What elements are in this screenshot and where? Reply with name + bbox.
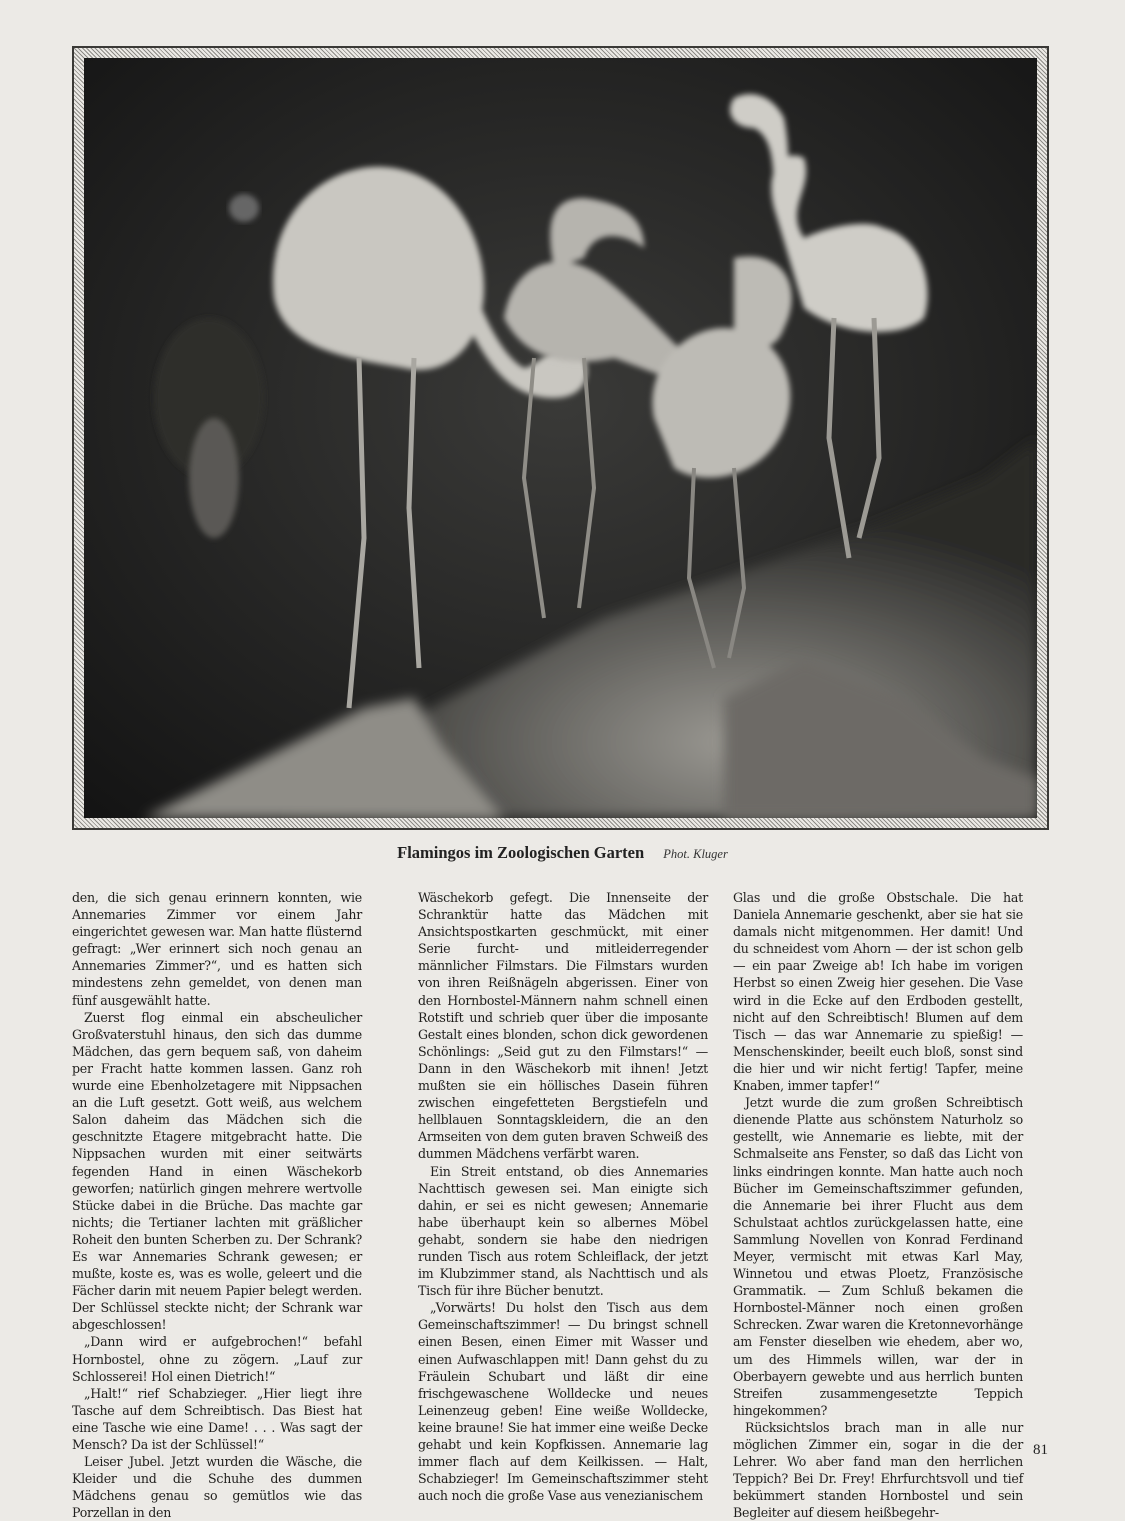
paragraph: den, die sich genau erinnern konnten, wie Annemaries Zimmer vor einem Jahr eingerichtet gewesen war. Man hatte flüsternd gefragt: „Wer erinnert sich noch genau an Annemaries Zimmer?“, und es hatten sich mindestens zehn gemeldet, von denen man fünf ausgewählt hatte.: [72, 890, 362, 1008]
paragraph: „Halt!“ rief Schabzieger. „Hier liegt ihre Tasche auf dem Schreibtisch. Das Biest hat eine Tasche wie eine Dame! . . . Was sagt der Mensch? Da ist der Schlüssel!“: [72, 1385, 362, 1452]
paragraph: Ein Streit entstand, ob dies Annemaries Nachttisch gewesen sei. Man einigte sich dahin, er sei es nicht gewesen; Annemarie habe überhaupt kein so albernes Möbel gehabt, sondern sie habe den niedrigen runden Tisch aus rotem Schleiflack, der jetzt im Klubzimmer stand, als Nachttisch und als Tisch für ihre Bücher benutzt.: [418, 1163, 708, 1299]
paragraph: Leiser Jubel. Jetzt wurden die Wäsche, die Kleider und die Schuhe des dummen Mädchens genau so gemütlos wie das Porzellan in den: [72, 1454, 362, 1521]
flamingos-photograph: [84, 58, 1037, 818]
photograph-image: [84, 58, 1037, 818]
page-number: 81: [1033, 1442, 1048, 1458]
paragraph: Rücksichtslos brach man in alle nur möglichen Zimmer ein, sogar in die der Lehrer. Wo aber fand man den herrlichen Teppich? Bei Dr. Frey! Ehrfurchtsvoll und tief bekümmert standen Hornbostel und sein Begleiter auf diesem heißbegehr-: [733, 1419, 1023, 1521]
caption-title: Flamingos im Zoologischen Garten: [397, 843, 645, 862]
paragraph: Glas und die große Obstschale. Die hat Daniela Annemarie geschenkt, aber sie hat sie damals nicht mitgenommen. Her damit! Und du schneidest vom Ahorn — der ist schon gelb — ein paar Zweige ab! Ich habe im vorigen Herbst so einen Zweig hier gesehen. Die Vase wird in die Ecke auf den Erdboden gestellt, nicht auf den Schreibtisch! Blumen auf dem Tisch — das war Annemarie zu spießig! — Menschenskinder, beeilt euch bloß, sonst sind die hier und wir nicht fertig! Tapfer, meine Knaben, immer tapfer!“: [733, 890, 1023, 1094]
paragraph: Zuerst flog einmal ein abscheulicher Großvaterstuhl hinaus, den sich das dumme Mädchen, das gern bequem saß, von daheim per Fracht hatte kommen lassen. Ganz roh wurde eine Ebenholzetagere mit Nippsachen an die Luft gesetzt. Gott weiß, aus welchem Salon daheim das Mädchen sich die geschnitzte Etagere mitgebracht hatte. Die Nippsachen wurden mit einer seitwärts fegenden Hand in einen Wäschekorb geworfen; natürlich gingen mehrere wertvolle Stücke dabei in die Brüche. Das machte gar nichts; die Tertianer lachten mit gräßlicher Roheit den bunten Scherben zu. Der Schrank? Es war Annemaries Schrank gewesen; er mußte, koste es, was es wolle, geleert und die Fächer darin mit neuem Papier belegt werden. Der Schlüssel steckte nicht; der Schrank war abgeschlossen!: [72, 1009, 362, 1333]
paragraph: Jetzt wurde die zum großen Schreibtisch dienende Platte aus schönstem Naturholz so gestellt, wie Annemarie es liebte, mit der Schmalseite ans Fenster, so daß das Licht von links eindringen konnte. Man hatte auch noch Bücher im Gemeinschaftszimmer gefunden, die Annemarie bei ihrer Flucht aus dem Schulstaat achtlos zurückgelassen hatte, eine Sammlung Novellen von Konrad Ferdinand Meyer, vermischt mit etwas Karl May, Winnetou und etwas Ploetz, Französische Grammatik. — Zum Schluß bekamen die Hornbostel-Männer noch einen großen Schrecken. Zwar waren die Kretonnevorhänge am Fenster dieselben wie ehedem, aber wo, um des Himmels willen, war der in Oberbayern gewebte und aus herrlich bunten Streifen zusammengesetzte Teppich hingekommen?: [733, 1095, 1023, 1418]
text-column-3: [733, 889, 1023, 1521]
paragraph: „Vorwärts! Du holst den Tisch aus dem Gemeinschaftszimmer! — Du bringst schnell einen Besen, einen Eimer mit Wasser und einen Aufwaschlappen mit! Dann gehst du zu Fräulein Schubart und läßt dir eine frischgewaschene Wolldecke und neues Leinenzeug geben! Eine weiße Wolldecke, keine braune! Sie hat immer eine weiße Decke gehabt und kein Kopfkissen. Annemarie lag immer flach auf dem Keilkissen. — Halt, Schabzieger! Im Gemeinschaftszimmer steht auch noch die große Vase aus venezianischem: [418, 1300, 708, 1504]
paragraph: „Dann wird er aufgebrochen!“ befahl Hornbostel, ohne zu zögern. „Lauf zur Schlosserei! Hol einen Dietrich!“: [72, 1334, 362, 1384]
text-column-1: [72, 889, 362, 1521]
paragraph: Wäschekorb gefegt. Die Innenseite der Schranktür hatte das Mädchen mit Ansichtspostkarten geschmückt, mit einer Serie furcht- und mitleiderregender männlicher Filmstars. Die Filmstars wurden von ihren Reißnägeln abgerissen. Einer von den Hornbostel-Männern nahm schnell einen Rotstift und schrieb quer über die imposante Gestalt eines blonden, schon dick gewordenen Schönlings: „Seid gut zu den Filmstars!“ — Dann in den Wäschekorb mit ihnen! Jetzt mußten sie ein höllisches Dasein führen zwischen eingefetteten Bergstiefeln und hellblauen Sonntagskleidern, die an den Armseiten von dem guten braven Schweiß des dummen Mädchens verfärbt waren.: [418, 890, 708, 1162]
text-column-2: [418, 889, 708, 1504]
photo-credit: Phot. Kluger: [663, 847, 728, 861]
photo-frame: [72, 46, 1049, 830]
figure-caption: [0, 843, 1125, 865]
